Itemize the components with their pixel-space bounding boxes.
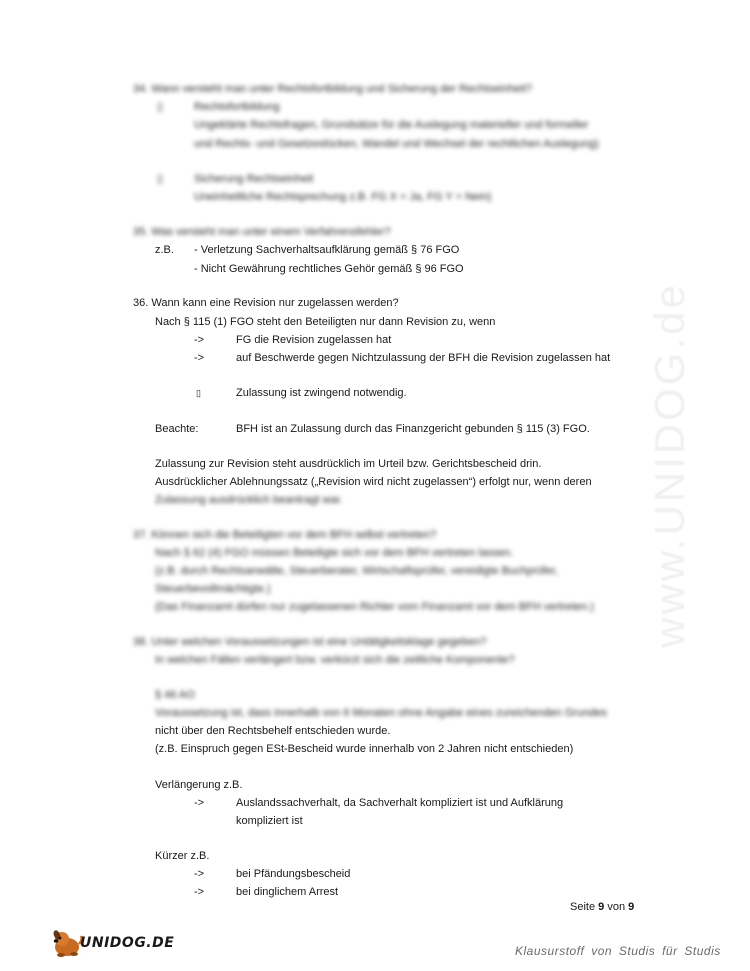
q36-intro: Nach § 115 (1) FGO steht den Beteiligten nur dann Revision zu, wenn [155, 316, 496, 328]
q34-item1-line2: und Rechts- und Gesetzeslücken, Wandel und Wechsel der rechtlichen Auslegung) [194, 138, 599, 150]
q37-line4: (Das Finanzamt dürfen nur zugelassenen Richter vom Finanzamt vor dem BFH vertreten.) [155, 601, 594, 613]
q38-verlaengerung-label: Verlängerung z.B. [155, 779, 243, 791]
q36-para1: Zulassung zur Revision steht ausdrücklich im Urteil bzw. Gerichtsbescheid drin. [155, 458, 542, 470]
q36-conclusion: Zulassung ist zwingend notwendig. [236, 387, 407, 399]
q38-kurz-item1: bei Pfändungsbescheid [236, 868, 351, 880]
watermark [640, 250, 700, 680]
q34-item2-label: Sicherung Rechtseinheit [194, 173, 314, 185]
q38-kurz-item2: bei dinglichem Arrest [236, 886, 339, 898]
page-mid: von [607, 901, 626, 913]
q37-heading: 37. Können sich die Beteiligten vor dem BFH selbst vertreten? [133, 529, 437, 541]
q37-line3: Steuerbevollmächtigte.) [155, 583, 271, 595]
q37-line2: (z.B. durch Rechtsanwälte, Steuerberater, Wirtschaftsprüfer, vereidigte Buchprüfer, [155, 565, 558, 577]
q35-heading: 35. Was versteht man unter einem Verfahrensfehler? [133, 226, 391, 238]
q34-heading: 34. Wann versteht man unter Rechtsfortbildung und Sicherung der Rechtseinheit? [133, 83, 532, 95]
q36-para2: Ausdrücklicher Ablehnungssatz („Revision wird nicht zugelassen“) erfolgt nur, wenn deren [155, 476, 592, 488]
q34-item2-line1: Uneinheitliche Rechtsprechung z.B. FG X = Ja, FG Y = Nein) [194, 191, 492, 203]
q36-beachte-text: BFH ist an Zulassung durch das Finanzgericht gebunden § 115 (3) FGO. [236, 423, 590, 435]
q38-ref: § 46 AO [155, 689, 195, 701]
q36-item2: auf Beschwerde gegen Nichtzulassung der BFH die Revision zugelassen hat [236, 352, 611, 364]
q37-line1: Nach § 62 (4) FGO müssen Beteiligte sich vor dem BFH vertreten lassen. [155, 547, 514, 559]
q34-item1-line1: Ungeklärte Rechtsfragen, Grundsätze für die Auslegung materieller und formeller [194, 119, 589, 131]
q34-item1-label: Rechtsfortbildung [194, 101, 280, 113]
q35-zb: z.B. [155, 244, 174, 256]
q38-subheading: In welchen Fällen verlängert bzw. verkürzt sich die zeitliche Komponente? [155, 654, 515, 666]
q36-para3: Zulassung ausdrücklich beantragt war. [155, 494, 343, 506]
q38-line2: nicht über den Rechtsbehelf entschieden wurde. [155, 725, 391, 737]
q36-heading: 36. Wann kann eine Revision nur zugelassen werden? [133, 297, 399, 309]
q38-heading: 38. Unter welchen Voraussetzungen ist eine Untätigkeitsklage gegeben? [133, 636, 487, 648]
unidog-logo[interactable] [50, 928, 175, 958]
page-number [570, 900, 634, 914]
arrow-icon: -> [194, 352, 205, 364]
q35-line1: - Verletzung Sachverhaltsaufklärung gemäß § 76 FGO [194, 244, 460, 256]
arrow-icon: -> [194, 797, 205, 809]
q38-line3: (z.B. Einspruch gegen ESt-Bescheid wurde innerhalb von 2 Jahren nicht entschieden) [155, 743, 574, 755]
watermark-text: www.UNIDOG.de [646, 282, 694, 648]
page-total: 9 [628, 901, 635, 913]
q38-verl-line1: Auslandssachverhalt, da Sachverhalt kompliziert ist und Aufklärung [236, 797, 564, 809]
page-current: 9 [598, 901, 605, 913]
q36-bullet: ▯ [196, 388, 201, 398]
arrow-icon: -> [194, 886, 205, 898]
q36-item1: FG die Revision zugelassen hat [236, 334, 392, 346]
q34-bullet-1: ▯ [157, 101, 164, 113]
logo-text: UNIDOG.DE [80, 935, 175, 951]
page-prefix: Seite [570, 901, 596, 913]
q38-verl-line2: kompliziert ist [236, 815, 303, 827]
q36-beachte-label: Beachte: [155, 423, 199, 435]
arrow-icon: -> [194, 334, 205, 346]
q38-kuerzer-label: Kürzer z.B. [155, 850, 210, 862]
q38-line1: Voraussetzung ist, dass innerhalb von 6 Monaten ohne Angabe eines zureichenden Grundes [155, 707, 607, 719]
footer-slogan: Klausurstoff von Studis für Studis [515, 944, 721, 958]
dog-mascot-icon [50, 928, 84, 958]
q34-bullet-2: ▯ [157, 173, 164, 185]
q35-line2: - Nicht Gewährung rechtliches Gehör gemäß § 96 FGO [194, 263, 464, 275]
arrow-icon: -> [194, 868, 205, 880]
